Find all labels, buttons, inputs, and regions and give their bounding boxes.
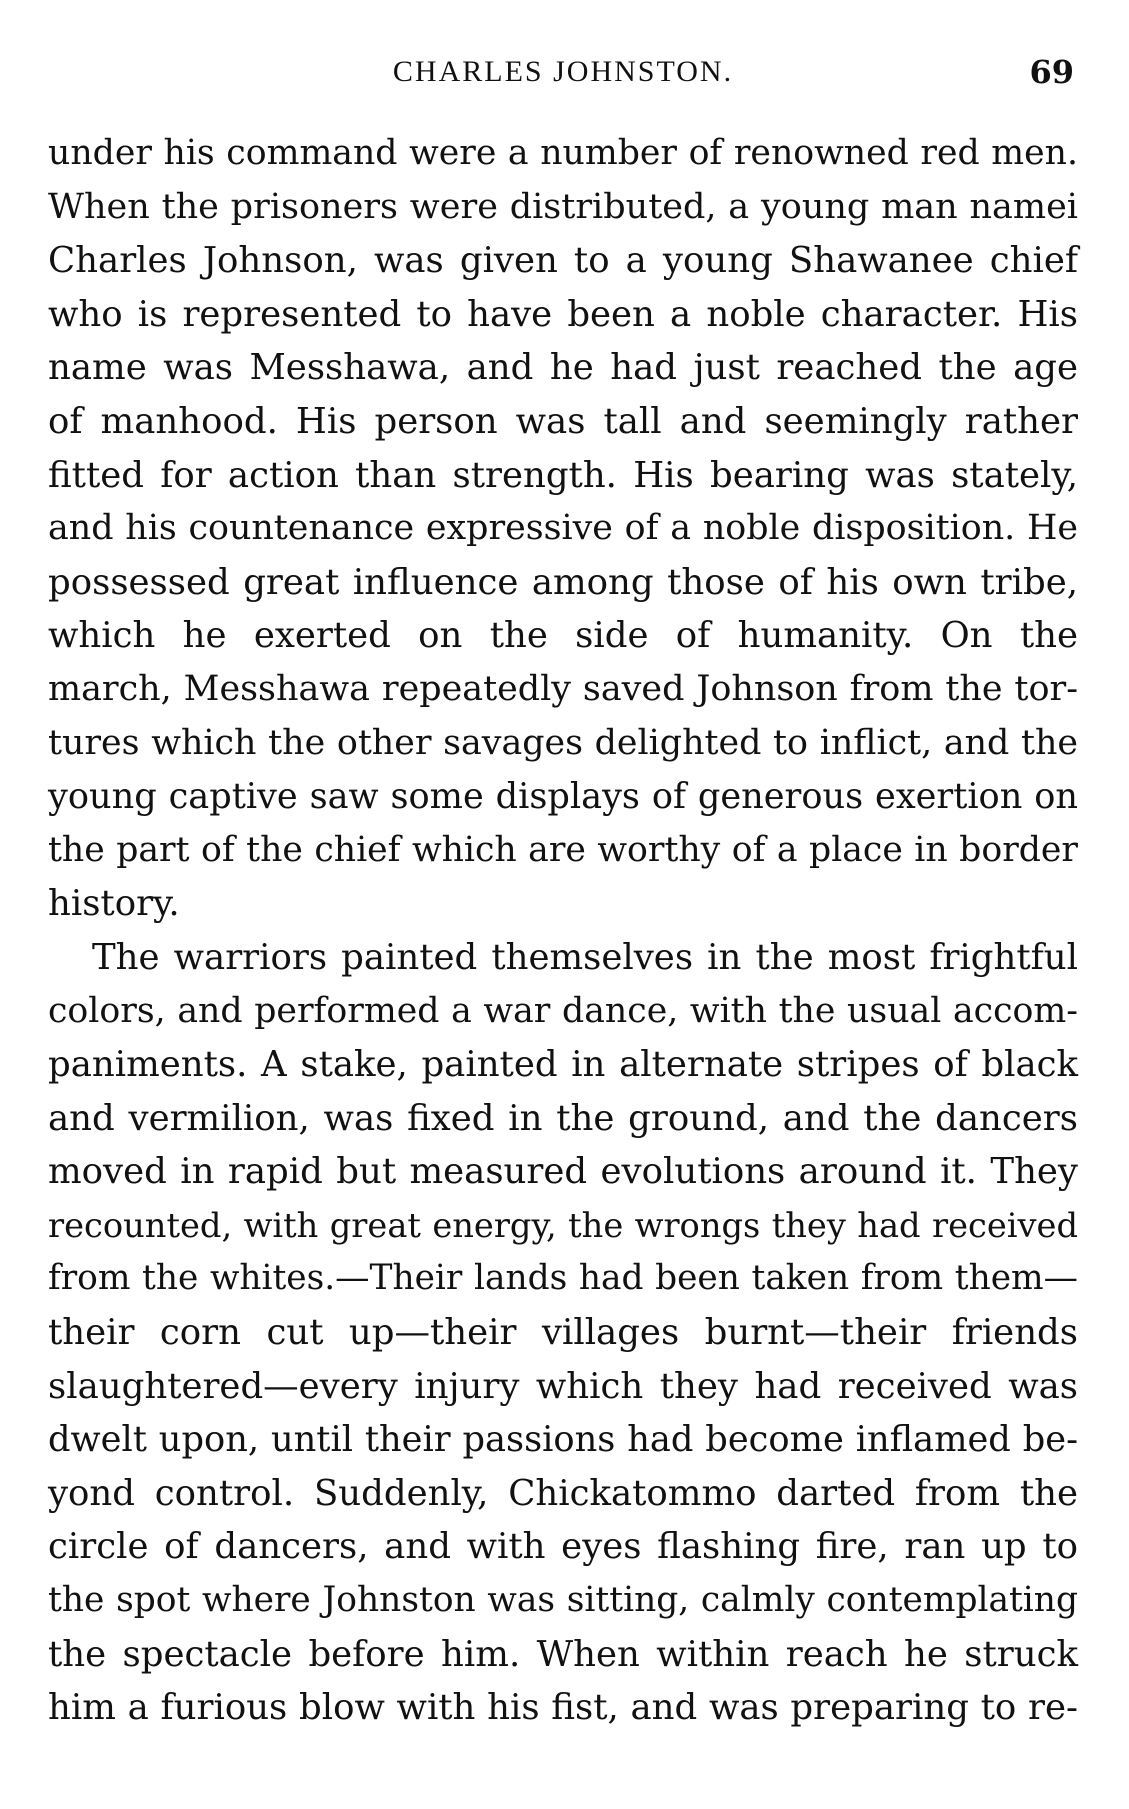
page-number: 69 — [1029, 53, 1074, 91]
body-text — [48, 127, 1078, 1735]
text-line: dwelt upon, until their passions had become inflamed be- — [48, 1419, 1078, 1461]
text-line: history. — [48, 883, 180, 925]
text-line: and vermilion, was fixed in the ground, and the dancers — [48, 1097, 1078, 1139]
text-line: the part of the chief which are worthy of a place in border — [48, 829, 1078, 870]
text-line: fitted for action than strength. His bearing was stately, — [48, 454, 1078, 496]
text-line: possessed great influence among those of his own tribe, — [48, 561, 1078, 603]
text-line: which he exerted on the side of humanity. On the — [48, 615, 1078, 657]
text-line: march, Messhawa repeatedly saved Johnson from the tor- — [48, 668, 1078, 709]
text-line: from the whites.—Their lands had been taken from them— — [48, 1258, 1078, 1299]
text-line: of manhood. His person was tall and seemingly rather — [48, 400, 1078, 442]
text-line: slaughtered—every injury which they had received was — [48, 1365, 1078, 1407]
text-line: moved in rapid but measured evolutions around it. They — [48, 1151, 1078, 1193]
text-line: recounted, with great energy, the wrongs they had received — [48, 1205, 1078, 1245]
text-line: him a furious blow with his fist, and was preparing to re- — [48, 1687, 1078, 1729]
text-line: paniments. A stake, painted in alternate stripes of black — [48, 1044, 1078, 1086]
text-line: under his command were a number of renowned red men. — [48, 133, 1078, 173]
text-line: their corn cut up—their villages burnt—their friends — [48, 1312, 1078, 1354]
text-line: young captive saw some displays of generous exertion on — [48, 776, 1078, 818]
text-line: colors, and performed a war dance, with the usual accom- — [48, 990, 1078, 1031]
text-line: The warriors painted themselves in the most frightful — [92, 936, 1078, 978]
paragraph-1 — [48, 127, 1078, 931]
text-line: the spectacle before him. When within reach he struck — [48, 1633, 1078, 1675]
running-head — [48, 48, 1078, 96]
text-line: yond control. Suddenly, Chickatommo darted from the — [48, 1472, 1078, 1514]
running-title: CHARLES JOHNSTON. — [392, 55, 734, 88]
text-line: When the prisoners were distributed, a young man namei — [48, 186, 1078, 227]
paragraph-2 — [48, 931, 1078, 1735]
text-line: Charles Johnson, was given to a young Shawanee chief — [48, 240, 1078, 282]
text-line: who is represented to have been a noble character. His — [48, 293, 1078, 335]
text-line: and his countenance expressive of a noble disposition. He — [48, 508, 1078, 549]
text-line: the spot where Johnston was sitting, calmly contemplating — [48, 1580, 1078, 1621]
text-line: name was Messhawa, and he had just reached the age — [48, 347, 1078, 389]
text-line: circle of dancers, and with eyes flashing fire, ran up to — [48, 1526, 1078, 1568]
text-line: tures which the other savages delighted to inflict, and the — [48, 722, 1078, 763]
